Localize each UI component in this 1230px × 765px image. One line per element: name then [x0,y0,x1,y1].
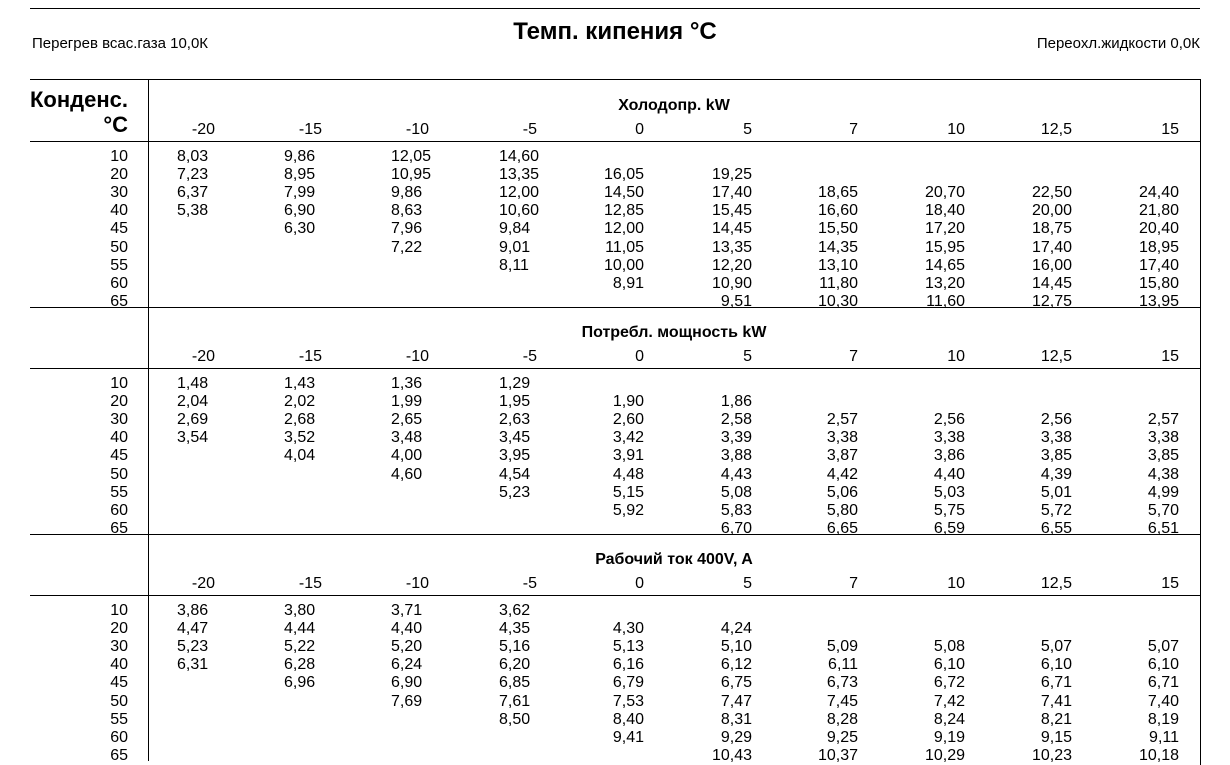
column-header: -10 [405,121,429,138]
table-cell: 9,19 [933,728,965,746]
table-cell: 7,99 [284,184,316,202]
row-label: 20 [110,620,128,638]
table-cell: 10,18 [1138,746,1179,764]
condensing-header: Конденс. [30,87,128,112]
table-cell: 6,11 [828,656,858,674]
table-cell: 17,20 [924,220,965,238]
table-cell: 10,00 [603,256,644,274]
table-cell: 9,86 [284,148,316,165]
table-cell: 5,03 [933,483,965,501]
table-cell: 8,21 [1040,710,1072,728]
section-title: Потребл. мощность kW [581,324,767,341]
table-cell: 4,30 [612,620,644,638]
table-cell: 6,51 [1147,519,1179,537]
table-cell: 5,70 [1147,501,1179,519]
row-label: 30 [110,411,128,429]
table-cell: 8,24 [933,710,965,728]
row-label: 55 [110,710,128,728]
table-cell: 12,75 [1031,292,1072,310]
table-cell: 1,29 [499,375,531,392]
table-cell: 6,20 [499,656,531,674]
table-cell: 9,25 [826,728,858,746]
table-cell: 18,65 [817,184,858,202]
column-header: 10 [947,575,965,592]
table-cell: 2,68 [284,411,316,429]
table-cell: 11,60 [926,292,965,310]
row-label: 40 [110,202,128,220]
table-cell: 15,45 [711,202,752,220]
table-cell: 3,54 [177,429,209,447]
table-cell: 3,85 [1040,447,1072,465]
column-header: -20 [191,348,215,365]
table-cell: 8,91 [612,274,644,292]
table-cell: 10,43 [711,746,752,764]
table-cell: 8,40 [612,710,644,728]
table-cell: 12,85 [603,202,644,220]
table-cell: 2,57 [826,411,858,429]
performance-table [30,79,1201,765]
table-cell: 5,23 [177,638,209,656]
table-cell: 6,12 [720,656,752,674]
table-cell: 3,86 [933,447,965,465]
table-cell: 3,95 [499,447,531,465]
condensing-unit: °С [103,112,128,137]
table-cell: 14,65 [924,256,965,274]
table-cell: 13,20 [924,274,965,292]
table-cell: 3,91 [612,447,644,465]
table-cell: 21,80 [1138,202,1179,220]
table-cell: 7,53 [612,692,644,710]
table-cell: 10,29 [924,746,965,764]
table-cell: 5,72 [1040,501,1072,519]
table-cell: 12,00 [603,220,644,238]
table-cell: 2,02 [284,393,316,411]
section-rule [30,307,1200,308]
table-cell: 4,60 [391,465,423,483]
table-cell: 20,40 [1138,220,1179,238]
column-header: 5 [743,348,752,365]
table-cell: 3,87 [826,447,858,465]
table-cell: 3,45 [499,429,531,447]
table-cell: 1,36 [391,375,423,392]
column-header: 10 [947,348,965,365]
row-label: 55 [110,256,128,274]
table-cell: 7,69 [391,692,423,710]
row-label: 60 [110,501,128,519]
table-cell: 15,50 [817,220,858,238]
table-cell: 3,62 [499,602,531,619]
table-cell: 7,61 [499,692,531,710]
table-cell: 6,37 [177,184,209,202]
table-cell: 18,75 [1031,220,1072,238]
table-cell: 9,51 [720,292,752,310]
superheat-label: Перегрев всас.газа 10,0К [32,35,209,52]
table-cell: 6,96 [284,674,316,692]
table-cell: 7,45 [826,692,858,710]
table-cell: 6,71 [1040,674,1072,692]
row-label: 45 [110,674,128,692]
table-cell: 6,90 [284,202,316,220]
table-cell: 13,35 [711,238,752,256]
table-cell: 5,08 [933,638,965,656]
table-cell: 14,45 [1031,274,1072,292]
column-header: -15 [298,121,322,138]
table-cell: 6,90 [391,674,423,692]
column-header: 5 [743,121,752,138]
table-cell: 18,95 [1138,238,1179,256]
table-cell: 14,50 [603,184,644,202]
table-cell: 7,40 [1147,692,1179,710]
row-label: 55 [110,483,128,501]
table-cell: 8,50 [499,710,531,728]
column-header: 7 [849,575,858,592]
table-cell: 3,38 [826,429,858,447]
table-cell: 17,40 [1031,238,1072,256]
row-label: 30 [110,184,128,202]
table-cell: 3,38 [1040,429,1072,447]
table-cell: 5,06 [826,483,858,501]
table-cell: 10,60 [499,202,540,220]
header-rule [30,141,1200,142]
table-cell: 3,38 [1147,429,1179,447]
row-label: 10 [110,375,128,392]
table-cell: 4,04 [284,447,316,465]
column-header: 15 [1161,121,1179,138]
row-label: 65 [110,292,128,310]
table-cell: 5,22 [284,638,316,656]
table-cell: 9,41 [612,728,644,746]
table-cell: 5,75 [933,501,965,519]
column-header: -10 [405,575,429,592]
table-cell: 14,35 [817,238,858,256]
table-cell: 5,13 [612,638,644,656]
table-cell: 13,95 [1138,292,1179,310]
table-cell: 2,58 [720,411,752,429]
table-cell: 2,63 [499,411,531,429]
table-cell: 4,38 [1147,465,1179,483]
table-cell: 17,40 [1138,256,1179,274]
row-label: 60 [110,274,128,292]
table-cell: 7,23 [177,166,209,184]
table-cell: 5,23 [499,483,531,501]
row-label: 10 [110,602,128,619]
table-cell: 5,92 [612,501,644,519]
table-cell: 6,10 [1147,656,1179,674]
column-header: 7 [849,121,858,138]
table-cell: 4,48 [612,465,644,483]
row-label: 65 [110,519,128,537]
table-cell: 12,05 [391,148,432,165]
table-cell: 4,00 [391,447,423,465]
table-cell: 5,80 [826,501,858,519]
table-cell: 14,45 [711,220,752,238]
table-cell: 4,40 [933,465,965,483]
row-label: 50 [110,238,128,256]
table-cell: 2,57 [1147,411,1179,429]
section-rule [30,534,1200,535]
table-cell: 6,24 [391,656,423,674]
table-cell: 4,24 [720,620,752,638]
column-header: -5 [522,348,537,365]
table-cell: 4,42 [826,465,858,483]
table-cell: 6,16 [612,656,644,674]
table-cell: 6,79 [612,674,644,692]
table-cell: 6,85 [499,674,531,692]
table-cell: 12,20 [711,256,752,274]
table-cell: 17,40 [711,184,752,202]
table-cell: 6,31 [177,656,209,674]
header-rule [30,595,1200,596]
table-cell: 22,50 [1031,184,1072,202]
table-cell: 6,71 [1147,674,1179,692]
table-cell: 5,10 [720,638,752,656]
column-header: -20 [191,121,215,138]
table-cell: 3,39 [720,429,752,447]
table-cell: 15,80 [1138,274,1179,292]
table-cell: 5,83 [720,501,752,519]
table-cell: 4,47 [177,620,209,638]
column-header: -10 [405,348,429,365]
table-cell: 7,22 [391,238,423,256]
table-cell: 3,71 [391,602,423,619]
table-cell: 5,07 [1147,638,1179,656]
row-label: 45 [110,447,128,465]
table-cell: 1,48 [177,375,209,392]
table-cell: 9,84 [499,220,531,238]
table-cell: 10,95 [391,166,432,184]
table-cell: 14,60 [499,148,540,165]
table-cell: 11,05 [605,238,644,256]
table-cell: 6,59 [933,519,965,537]
table-cell: 6,70 [720,519,752,537]
table-cell: 18,40 [924,202,965,220]
table-cell: 10,30 [817,292,858,310]
table-cell: 5,09 [826,638,858,656]
table-cell: 13,35 [499,166,540,184]
table-section [30,307,1200,537]
section-title: Холодопр. kW [618,97,730,114]
table-cell: 6,75 [720,674,752,692]
table-cell: 8,19 [1147,710,1179,728]
table-cell: 16,05 [603,166,644,184]
table-cell: 4,99 [1147,483,1179,501]
table-cell: 10,23 [1031,746,1072,764]
table-cell: 20,00 [1031,202,1072,220]
table-cell: 4,40 [391,620,423,638]
table-cell: 8,28 [826,710,858,728]
row-label: 50 [110,465,128,483]
column-header: 5 [743,575,752,592]
table-cell: 11,80 [819,274,858,292]
column-header: 12,5 [1040,348,1072,365]
table-cell: 2,04 [177,393,209,411]
table-cell: 13,10 [817,256,858,274]
table-cell: 24,40 [1138,184,1179,202]
table-section [30,534,1200,764]
table-cell: 12,00 [499,184,540,202]
column-header: 0 [635,575,644,592]
row-label: 50 [110,692,128,710]
table-cell: 4,35 [499,620,531,638]
table-cell: 8,11 [499,256,529,274]
row-label: 30 [110,638,128,656]
row-label: 10 [110,148,128,165]
table-cell: 3,88 [720,447,752,465]
row-label: 20 [110,166,128,184]
table-cell: 3,48 [391,429,423,447]
table-cell: 7,42 [933,692,965,710]
section-title: Рабочий ток 400V, A [595,551,753,568]
table-cell: 2,56 [933,411,965,429]
column-header: 15 [1161,575,1179,592]
table-cell: 8,31 [720,710,752,728]
table-cell: 4,39 [1040,465,1072,483]
table-cell: 6,30 [284,220,316,238]
table-cell: 7,96 [391,220,423,238]
table-cell: 10,37 [817,746,858,764]
table-cell: 7,41 [1040,692,1072,710]
table-cell: 9,15 [1040,728,1072,746]
table-cell: 1,95 [499,393,531,411]
table-cell: 8,95 [284,166,316,184]
table-cell: 7,47 [720,692,752,710]
subcooling-label: Переохл.жидкости 0,0К [1036,35,1200,52]
column-header: -15 [298,348,322,365]
page-title: Темп. кипения °С [513,18,717,45]
table-cell: 5,38 [177,202,209,220]
table-cell: 3,85 [1147,447,1179,465]
table-cell: 4,44 [284,620,316,638]
table-cell: 20,70 [924,184,965,202]
table-cell: 6,10 [1040,656,1072,674]
table-cell: 2,60 [612,411,644,429]
row-label: 65 [110,746,128,764]
header-rule [30,368,1200,369]
row-label: 40 [110,656,128,674]
column-header: 12,5 [1040,575,1072,592]
row-label: 45 [110,220,128,238]
table-cell: 6,73 [826,674,858,692]
table-cell: 5,01 [1040,483,1072,501]
column-header: 0 [635,121,644,138]
column-header: 15 [1161,348,1179,365]
table-cell: 9,11 [1149,728,1179,746]
table-cell: 5,15 [612,483,644,501]
table-cell: 5,20 [391,638,423,656]
table-cell: 4,54 [499,465,531,483]
table-cell: 2,56 [1040,411,1072,429]
column-header: 0 [635,348,644,365]
table-cell: 6,10 [933,656,965,674]
table-cell: 1,99 [391,393,423,411]
table-cell: 6,55 [1040,519,1072,537]
table-cell: 9,29 [720,728,752,746]
table-cell: 3,86 [177,602,209,619]
table-cell: 6,28 [284,656,316,674]
table-cell: 3,38 [933,429,965,447]
table-cell: 1,90 [612,393,644,411]
row-label: 60 [110,728,128,746]
table-cell: 16,60 [817,202,858,220]
column-header: 7 [849,348,858,365]
table-cell: 16,00 [1031,256,1072,274]
table-cell: 5,16 [499,638,531,656]
table-cell: 2,65 [391,411,423,429]
table-cell: 1,43 [284,375,316,392]
table-cell: 10,90 [711,274,752,292]
table-cell: 8,63 [391,202,423,220]
table-cell: 6,65 [826,519,858,537]
table-section [30,80,1200,310]
table-cell: 8,03 [177,148,209,165]
column-header: 10 [947,121,965,138]
row-label: 40 [110,429,128,447]
table-cell: 3,52 [284,429,316,447]
column-header: 12,5 [1040,121,1072,138]
top-rule [30,8,1200,9]
table-cell: 9,01 [499,238,531,256]
column-header: -20 [191,575,215,592]
table-cell: 5,08 [720,483,752,501]
table-cell: 3,80 [284,602,316,619]
row-label: 20 [110,393,128,411]
column-header: -5 [522,121,537,138]
column-header: -5 [522,575,537,592]
column-header: -15 [298,575,322,592]
table-cell: 1,86 [720,393,752,411]
table-cell: 3,42 [612,429,644,447]
table-cell: 19,25 [711,166,752,184]
table-cell: 6,72 [933,674,965,692]
table-cell: 9,86 [391,184,423,202]
table-cell: 4,43 [720,465,752,483]
table-cell: 5,07 [1040,638,1072,656]
table-cell: 15,95 [924,238,965,256]
table-cell: 2,69 [177,411,209,429]
